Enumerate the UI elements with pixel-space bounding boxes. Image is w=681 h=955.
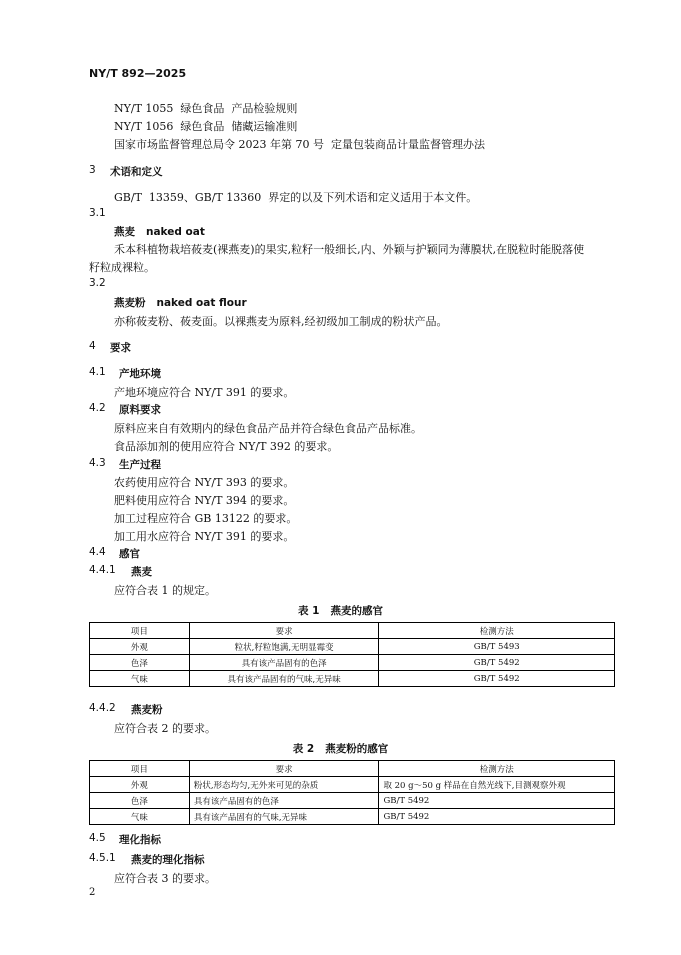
paragraph: 应符合表 3 的要求。	[114, 872, 216, 885]
subsection-number: 4.1	[89, 366, 106, 378]
subsection-title: 产地环境	[119, 368, 161, 380]
reference-line: NY/T 1056 绿色食品 储藏运输准则	[114, 120, 298, 133]
table-cell: GB/T 5492	[379, 655, 615, 671]
term-number: 3.1	[89, 207, 106, 219]
paragraph: 肥料使用应符合 NY/T 394 的要求。	[114, 494, 295, 507]
table-header-row	[90, 623, 615, 639]
paragraph: 加工过程应符合 GB 13122 的要求。	[114, 512, 298, 525]
term-definition: 亦称莜麦粉、莜麦面。以裸燕麦为原料,经初级加工制成的粉状产品。	[114, 315, 448, 328]
term-number: 3.2	[89, 277, 106, 289]
term-definition: 禾本科植物栽培莜麦(裸燕麦)的果实,粒籽一般细长,内、外颖与护颖同为薄膜状,在脱粒时能脱落使	[114, 243, 585, 256]
table-cell: GB/T 5493	[379, 639, 615, 655]
table-header-cell: 项目	[90, 761, 190, 777]
table-row	[90, 671, 615, 687]
subsection-number: 4.5	[89, 832, 106, 844]
section-number: 3	[89, 164, 96, 176]
table-cell: 色泽	[90, 655, 190, 671]
section-title: 术语和定义	[110, 166, 163, 178]
subsection-title: 原料要求	[119, 404, 161, 416]
subsection-number: 4.4	[89, 546, 106, 558]
subsection-number: 4.2	[89, 402, 106, 414]
section-title: 要求	[110, 342, 131, 354]
page-number: 2	[89, 887, 96, 898]
paragraph: 农药使用应符合 NY/T 393 的要求。	[114, 476, 295, 489]
paragraph: 食品添加剂的使用应符合 NY/T 392 的要求。	[114, 440, 339, 453]
subsection-number: 4.3	[89, 457, 106, 469]
term-name: 燕麦 naked oat	[114, 226, 205, 238]
table-cell: 具有该产品固有的气味,无异味	[189, 671, 379, 687]
table-cell: 具有该产品固有的色泽	[189, 655, 379, 671]
table-header-cell: 要求	[189, 761, 379, 777]
reference-line: 国家市场监督管理总局令 2023 年第 70 号 定量包装商品计量监督管理办法	[114, 138, 485, 151]
table-cell: GB/T 5492	[379, 671, 615, 687]
paragraph: 应符合表 1 的规定。	[114, 584, 216, 597]
table-header-cell: 检测方法	[379, 623, 615, 639]
table-header-row	[90, 761, 615, 777]
subsection-number: 4.4.2	[89, 702, 116, 714]
table-header-cell: 要求	[189, 623, 379, 639]
subsection-title: 理化指标	[119, 834, 161, 846]
table-caption: 表 2 燕麦粉的感官	[292, 743, 389, 755]
table-cell: 粉状,形态均匀,无外来可见的杂质	[189, 777, 379, 793]
table-cell: 具有该产品固有的气味,无异味	[189, 809, 379, 825]
table-row	[90, 809, 615, 825]
table-caption: 表 1 燕麦的感官	[298, 605, 383, 617]
table-cell: 取 20 g～50 g 样品在自然光线下,目测观察外观	[379, 777, 615, 793]
table-row	[90, 639, 615, 655]
term-definition: 籽粒成裸粒。	[89, 261, 155, 274]
table-cell: 粒状,籽粒饱满,无明显霉变	[189, 639, 379, 655]
table-row	[90, 777, 615, 793]
table-cell: 外观	[90, 777, 190, 793]
reference-line: NY/T 1055 绿色食品 产品检验规则	[114, 102, 298, 115]
table-sensory-oat	[89, 622, 615, 687]
paragraph: 产地环境应符合 NY/T 391 的要求。	[114, 386, 295, 399]
standard-number-header: NY/T 892—2025	[89, 67, 187, 80]
paragraph: 原料应来自有效期内的绿色食品产品并符合绿色食品产品标准。	[114, 422, 422, 435]
section-number: 4	[89, 340, 96, 352]
subsection-number: 4.5.1	[89, 852, 116, 864]
table-cell: 气味	[90, 809, 190, 825]
table-sensory-oat-flour	[89, 760, 615, 825]
term-name: 燕麦粉 naked oat flour	[114, 297, 247, 309]
table-cell: GB/T 5492	[379, 809, 615, 825]
table-cell: 具有该产品固有的色泽	[189, 793, 379, 809]
table-cell: 气味	[90, 671, 190, 687]
subsection-title: 燕麦的理化指标	[131, 854, 205, 866]
table-header-cell: 项目	[90, 623, 190, 639]
table-row	[90, 655, 615, 671]
table-cell: 色泽	[90, 793, 190, 809]
paragraph: 应符合表 2 的要求。	[114, 722, 216, 735]
subsection-title: 燕麦	[131, 566, 152, 578]
table-cell: 外观	[90, 639, 190, 655]
subsection-title: 生产过程	[119, 459, 161, 471]
table-header-cell: 检测方法	[379, 761, 615, 777]
table-row	[90, 793, 615, 809]
table-cell: GB/T 5492	[379, 793, 615, 809]
subsection-title: 燕麦粉	[131, 704, 163, 716]
paragraph: GB/T 13359、GB/T 13360 界定的以及下列术语和定义适用于本文件。	[114, 191, 478, 204]
paragraph: 加工用水应符合 NY/T 391 的要求。	[114, 530, 295, 543]
subsection-title: 感官	[119, 548, 140, 560]
subsection-number: 4.4.1	[89, 564, 116, 576]
